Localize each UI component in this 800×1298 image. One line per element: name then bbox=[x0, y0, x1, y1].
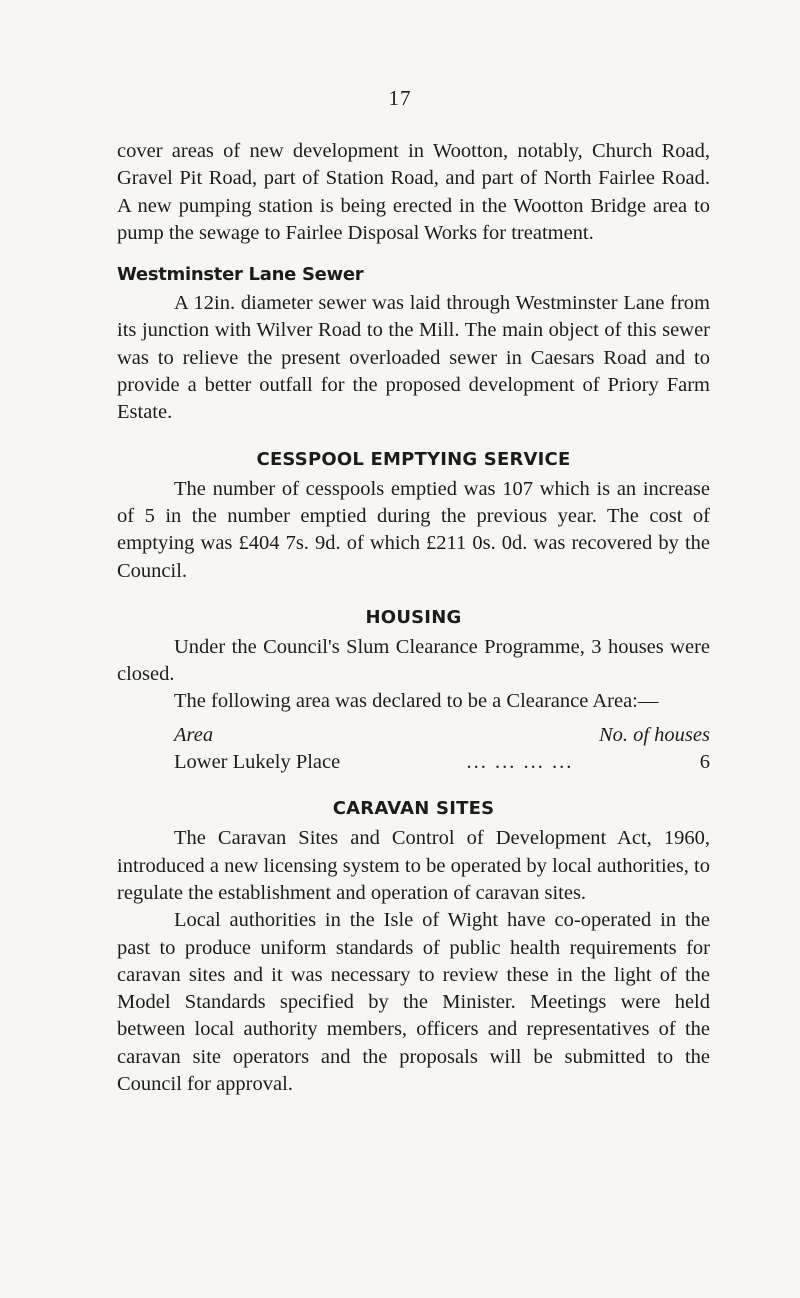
housing-heading: HOUSING bbox=[365, 606, 462, 628]
cesspool-heading: CESSPOOL EMPTYING SERVICE bbox=[256, 448, 571, 470]
intro-paragraph: cover areas of new development in Wootton, notably, Church Road, Gravel Pit Road, part of Station Road, and part of North Fairlee Road. A new pumping station is being erected in the Wootton Bridge area to pump the sewage to Fairlee Disposal Works for treatment. bbox=[117, 140, 710, 244]
houses-count: 6 bbox=[699, 751, 710, 774]
westminster-paragraph: A 12in. diameter sewer was laid through Westminster Lane from its junction with Wilver Road to the Mill. The main object of this sewer was to relieve the present overloaded sewer in Caesars Road and to provide a better outfall for the proposed development of Priory Farm Estate. bbox=[117, 292, 710, 424]
area-name: Lower Lukely Place bbox=[174, 751, 341, 774]
cesspool-paragraph: The number of cesspools emptied was 107 which is an increase of 5 in the number emptied during the previous year. The cost of emptying was £404 7s. 9d. of which £211 0s. 0d. was recovered by the Council. bbox=[117, 477, 710, 582]
table-header bbox=[174, 722, 710, 749]
column-header-area: Area bbox=[174, 723, 214, 746]
housing-paragraph-1: Under the Council's Slum Clearance Programme, 3 houses were closed. bbox=[117, 635, 710, 686]
caravan-paragraph-1: The Caravan Sites and Control of Development Act, 1960, introduced a new licensing system to be operated by local authorities, to regulate the establishment and operation of caravan sites. bbox=[117, 827, 710, 904]
clearance-area-table bbox=[174, 722, 767, 777]
table-row bbox=[174, 749, 710, 776]
westminster-heading: Westminster Lane Sewer bbox=[117, 264, 364, 286]
page-number: 17 bbox=[388, 86, 412, 110]
caravan-paragraph-2: Local authorities in the Isle of Wight have co-operated in the past to produce uniform standards of public health requirements for caravan sites and it was necessary to review these in the light of the Model Standards specified by the Minister. Meetings were held between local authority members, officers and representatives of the caravan site operators and the proposals will be submitted to the Council for approval. bbox=[117, 909, 710, 1096]
page-content bbox=[117, 138, 710, 1098]
caravan-heading: CARAVAN SITES bbox=[332, 798, 495, 820]
column-header-houses: No. of houses bbox=[598, 723, 710, 746]
dot-leaders: ... ... ... ... bbox=[466, 751, 574, 774]
housing-paragraph-2: The following area was declared to be a Clearance Area:— bbox=[174, 690, 659, 713]
